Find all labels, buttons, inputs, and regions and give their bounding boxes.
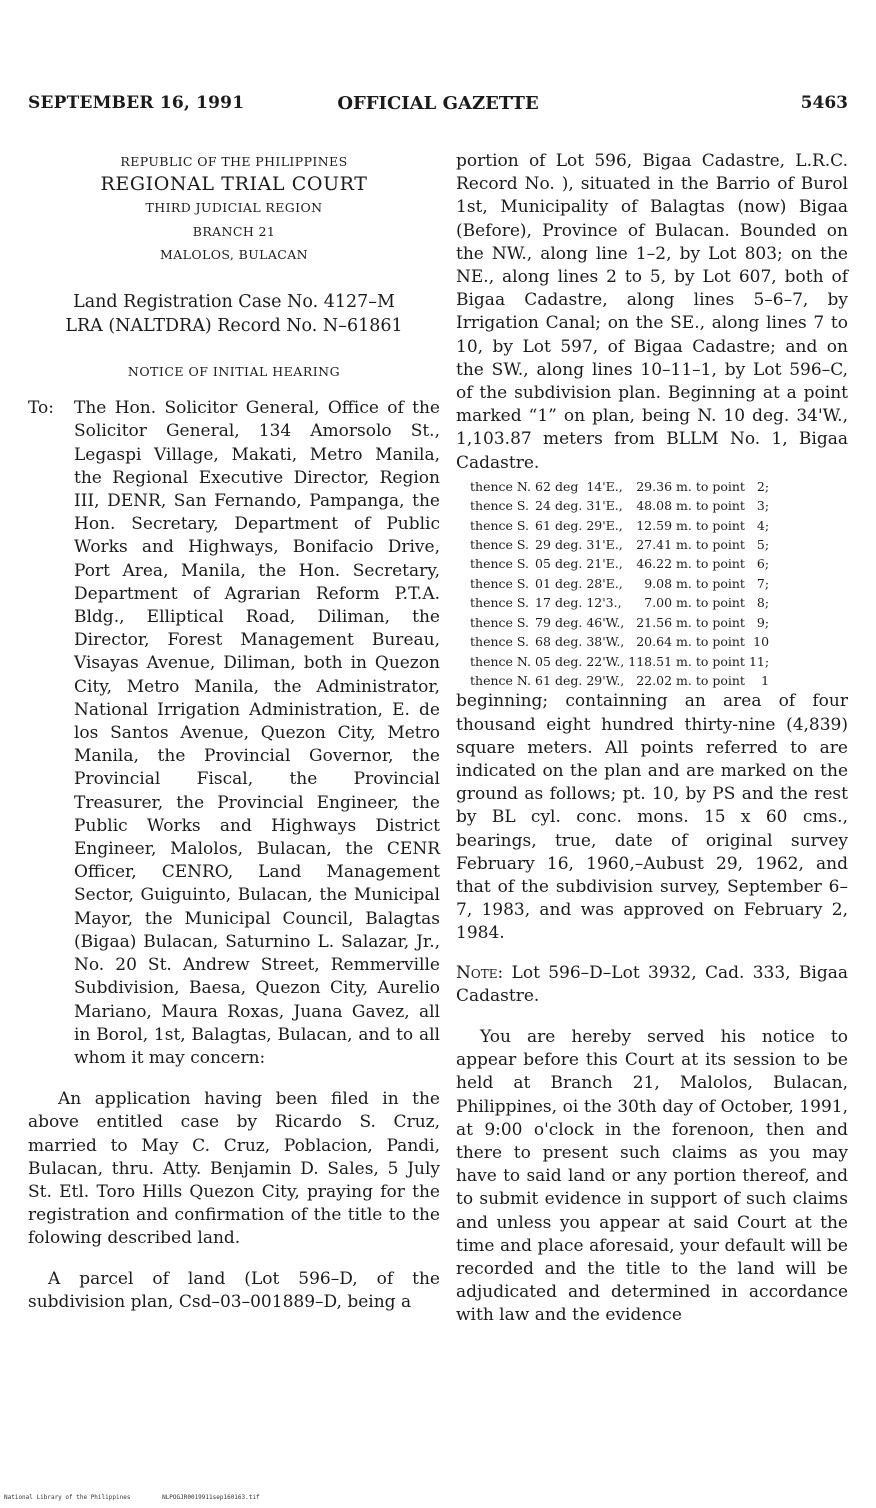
bearing-dir: S.	[516, 614, 530, 630]
bearing-prefix: thence	[470, 575, 513, 591]
bearing-min: 12'3.,	[586, 595, 622, 611]
bearing-dist: 12.59	[636, 517, 673, 533]
court-region: THIRD JUDICIAL REGION	[145, 200, 323, 216]
bearing-dist: 21.56	[636, 614, 673, 630]
bearing-unit: deg.	[554, 517, 583, 533]
bearing-row	[470, 593, 773, 612]
bearing-pt: 5;	[756, 537, 770, 553]
bearing-prefix: thence	[470, 595, 513, 611]
bearing-dist: 46.22	[636, 556, 673, 572]
bearing-deg: 68	[535, 634, 551, 650]
bearing-to: m. to point	[676, 575, 745, 591]
bearing-dir: S.	[516, 498, 530, 514]
bearing-prefix: thence	[470, 517, 513, 533]
bearing-pt: 10	[753, 634, 770, 650]
note-label: Note:	[456, 962, 504, 983]
bearing-dir: S.	[516, 575, 530, 591]
bearing-pt: 9;	[756, 614, 770, 630]
bearing-min: 21'E.,	[586, 556, 623, 572]
bearing-dist: 9.08	[644, 575, 673, 591]
case-line-2: LRA (NALTDRA) Record No. N–61861	[65, 316, 403, 337]
bearing-prefix: thence	[470, 653, 513, 669]
bearing-pt: 8;	[756, 595, 770, 611]
bearing-dir: S.	[516, 517, 530, 533]
bearing-to: m. to point	[676, 556, 745, 572]
addressees-label: To:	[28, 398, 54, 419]
bearing-prefix: thence	[470, 634, 513, 650]
bearing-to: m. to point	[676, 614, 745, 630]
bearing-dist: 29.36	[636, 478, 673, 494]
bearing-dir: S.	[516, 634, 530, 650]
bearing-row	[470, 554, 773, 573]
bearing-pt: 2;	[756, 478, 770, 494]
case-numbers	[28, 290, 440, 338]
bearing-dist: 118.51	[628, 653, 673, 669]
bearing-dir: N.	[516, 478, 532, 494]
bearing-unit: deg.	[554, 498, 583, 514]
bearing-pt: 3;	[756, 498, 770, 514]
bearing-min: 31'E.,	[586, 498, 623, 514]
bearing-unit: deg.	[554, 614, 583, 630]
court-location: MALOLOS, BULACAN	[160, 246, 308, 262]
footer-library: National Library of the Philippines	[4, 1494, 131, 1501]
bearing-deg: 29	[535, 537, 551, 553]
bearing-min: 28'E.,	[586, 575, 623, 591]
bearing-to: m. to point	[676, 672, 745, 688]
bearing-unit: deg.	[554, 575, 583, 591]
scan-footer	[4, 1494, 288, 1501]
republic-heading: REPUBLIC OF THE PHILIPPINES	[120, 154, 348, 169]
bearing-dist: 27.41	[636, 537, 673, 553]
bearing-prefix: thence	[470, 478, 513, 494]
bearing-unit: deg.	[554, 653, 583, 669]
bearing-deg: 79	[535, 614, 551, 630]
note-paragraph	[456, 962, 848, 1008]
addressees-text: The Hon. Solicitor General, Office of the Solicitor General, 134 Amorsolo St., Legaspi Village, Makati, Metro Manila, the Regional Executive Director, Region III, DENR, San Fernando, Pampanga, the Hon. Secretary, Department of Public Works and Highways, Bonifacio Drive, Port Area, Manila, the Hon. Secretary, Department of Agrarian Reform P.T.A. Bldg., Elliptical Road, Diliman, the Director, Forest Management Bureau, Visayas Avenue, Diliman, both in Quezon City, Metro Manila, the Administrator, National Irrigation Administration, E. de los Santos Avenue, Quezon City, Metro Manila, the Provincial Governor, the Provincial Fiscal, the Provincial Treasurer, the Provincial Engineer, the Public Works and Highways District Engineer, Malolos, Bulacan, the CENR Officer, CENRO, Land Management Sector, Guiguinto, Bulacan, the Municipal Mayor, the Municipal Council, Balagtas (Bigaa) Bulacan, Saturnino L. Salazar, Jr., No. 20 St. Andrew Street, Remmerville Subdivision, Baesa, Quezon City, Aurelio Mariano, Maura Roxas, Juana Gavez, all in Borol, 1st, Balagtas, Bulacan, and to all whom it may concern:	[74, 398, 440, 1068]
bearing-row	[470, 535, 773, 554]
case-line-1: Land Registration Case No. 4127–M	[73, 292, 395, 313]
bearing-row	[470, 671, 773, 690]
bearing-min: 14'E.,	[586, 478, 623, 494]
bearing-unit: deg.	[554, 672, 583, 688]
bearing-deg: 61	[535, 672, 551, 688]
bearing-min: 38'W.,	[586, 634, 625, 650]
bearing-unit: deg.	[554, 595, 583, 611]
application-paragraph: An application having been filed in the above entitled case by Ricardo S. Cruz, married to May C. Cruz, Poblacion, Pandi, Bulacan, thru. Atty. Benjamin D. Sales, 5 July St. Etl. Toro Hills Quezon City, praying for the registration and confirmation of the title to the folowing described land.	[28, 1089, 440, 1249]
bearing-dist: 48.08	[636, 498, 673, 514]
bearing-row	[470, 496, 773, 515]
page-number: 5463	[800, 93, 848, 113]
bearing-pt: 1	[761, 672, 770, 688]
publication-title: OFFICIAL GAZETTE	[337, 93, 539, 114]
bearing-pt: 7;	[756, 575, 770, 591]
notice-title: NOTICE OF INITIAL HEARING	[127, 364, 341, 380]
bearing-prefix: thence	[470, 537, 513, 553]
bearing-deg: 61	[535, 517, 551, 533]
header-date: SEPTEMBER 16, 1991	[28, 93, 245, 113]
served-paragraph: You are hereby served his notice to appear before this Court at its session to be held at Branch 21, Malolos, Bulacan, Philippines, oi the 30th day of October, 1991, at 9:00 o'clock in the forenoon, then and there to present such claims as you may have to said land or any portion thereof, and to submit evidence in support of such claims and unless you appear at said Court at the time and place aforesaid, your default will be recorded and the title to the land will be adjudicated and determined in accordance with law and the evidence	[456, 1026, 848, 1326]
left-column	[28, 150, 440, 1331]
bearing-to: m. to point	[676, 595, 745, 611]
bearing-prefix: thence	[470, 672, 513, 688]
bearing-deg: 01	[535, 575, 551, 591]
bearing-to: m. to point	[676, 537, 745, 553]
bearing-deg: 05	[535, 556, 551, 572]
bearing-deg: 17	[535, 595, 551, 611]
bearing-row	[470, 632, 773, 651]
bearing-to: m. to point	[676, 634, 745, 650]
bearing-row	[470, 477, 773, 496]
bearing-to: m. to point	[676, 498, 745, 514]
bearing-dist: 7.00	[644, 595, 673, 611]
parcel-description: portion of Lot 596, Bigaa Cadastre, L.R.C. Record No. ), situated in the Barrio of Burol 1st, Municipality of Balagtas (now) Bigaa (Before), Province of Bulacan. Bounded on the NW., along line 1–2, by Lot 803; on the NE., along lines 2 to 5, by Lot 607, both of Bigaa Cadastre, along lines 5–6–7, by Irrigation Canal; on the SE., along lines 7 to 10, by Lot 597, of Bigaa Cadastre; and on the SW., along lines 10–11–1, by Lot 596–C, of the subdivision plan. Beginning at a point marked “1” on plan, being N. 10 deg. 34'W., 1,103.87 meters from BLLM No. 1, Bigaa Cadastre.	[456, 151, 848, 473]
bearing-row	[470, 613, 773, 632]
court-name: REGIONAL TRIAL COURT	[100, 173, 368, 196]
bearing-prefix: thence	[470, 614, 513, 630]
bearing-dir: S.	[516, 595, 530, 611]
bearing-min: 31'E.,	[586, 537, 623, 553]
bearing-min: 29'E.,	[586, 517, 623, 533]
beginning-paragraph: beginning; containning an area of four thousand eight hundred thirty-nine (4,839) square meters. All points referred to are indicated on the plan and are marked on the ground as follows; pt. 10, by PS and the rest by BL cyl. conc. mons. 15 x 60 cms., bearings, true, date of original survey February 16, 1960,–Aubust 29, 1962, and that of the subdivision survey, September 6–7, 1983, and was approved on February 2, 1984.	[456, 691, 848, 944]
bearing-min: 29'W.,	[586, 672, 625, 688]
parcel-intro: A parcel of land (Lot 596–D, of the subdivision plan, Csd–03–001889–D, being a	[28, 1268, 440, 1312]
bearing-row	[470, 652, 773, 671]
bearing-min: 46'W.,	[586, 614, 625, 630]
bearing-unit: deg.	[554, 556, 583, 572]
bearing-dir: N.	[516, 672, 532, 688]
bearing-to: m. to point	[676, 478, 745, 494]
bearing-row	[470, 516, 773, 535]
bearing-deg: 05	[535, 653, 551, 669]
bearing-deg: 24	[535, 498, 551, 514]
bearing-dist: 22.02	[636, 672, 673, 688]
bearing-dist: 20.64	[636, 634, 673, 650]
bearing-pt: 6;	[756, 556, 770, 572]
bearing-min: 22'W.,	[586, 653, 625, 669]
bearing-pt: 4;	[756, 517, 770, 533]
bearing-dir: S.	[516, 537, 530, 553]
bearing-unit: deg	[554, 478, 579, 494]
bearing-dir: N.	[516, 653, 532, 669]
note-text: Lot 596–D–Lot 3932, Cad. 333, Bigaa Cadastre.	[456, 962, 848, 1006]
bearing-unit: deg.	[554, 537, 583, 553]
bearing-to: m. to point	[676, 517, 745, 533]
court-branch: BRANCH 21	[192, 223, 276, 239]
footer-file: NLPOGJR0019911sep160163.tif	[162, 1494, 260, 1501]
bearing-unit: deg.	[554, 634, 583, 650]
bearing-prefix: thence	[470, 556, 513, 572]
addressees	[28, 397, 440, 1070]
right-column	[456, 150, 848, 1345]
bearing-prefix: thence	[470, 498, 513, 514]
bearings-table	[470, 477, 773, 690]
bearing-dir: S.	[516, 556, 530, 572]
bearing-to: m. to point	[676, 653, 745, 669]
bearing-pt: 11;	[748, 653, 770, 669]
bearing-row	[470, 574, 773, 593]
bearing-deg: 62	[535, 478, 551, 494]
